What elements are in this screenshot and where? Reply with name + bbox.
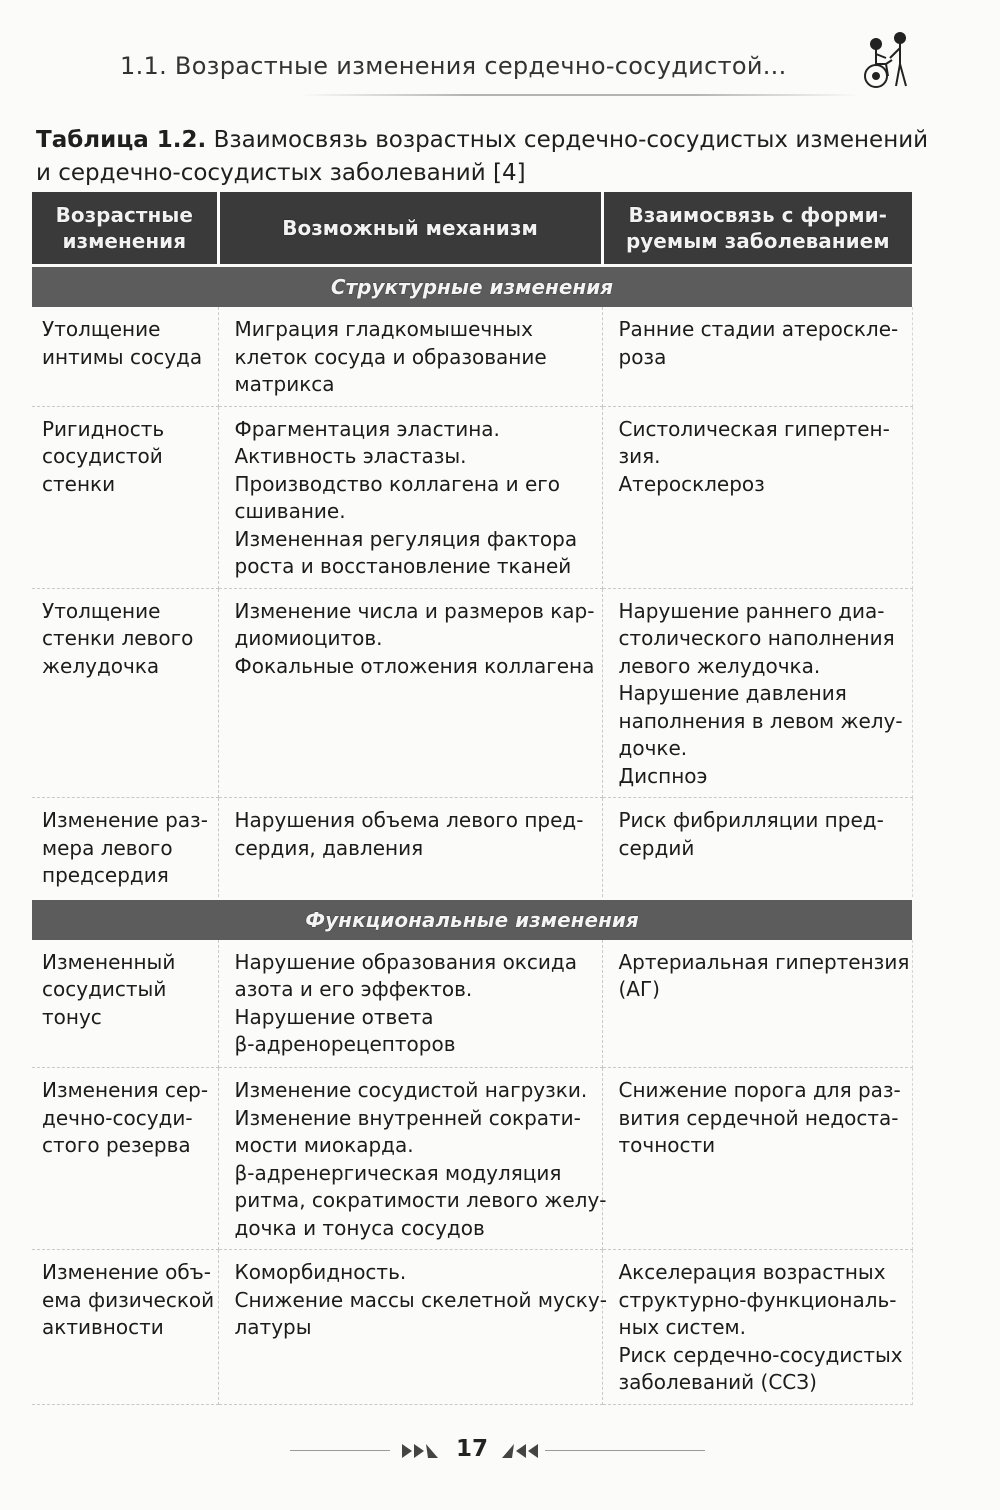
cell-line: интимы сосуда bbox=[42, 344, 203, 369]
header-age-changes bbox=[32, 192, 218, 266]
header-disease-link bbox=[602, 192, 912, 266]
caption-line-1: Взаимосвязь возрастных сердечно-сосудистых изменений bbox=[206, 127, 929, 153]
cell-line: сосудистой bbox=[42, 444, 163, 468]
cell-line: вития сердечной недоста- bbox=[618, 1105, 899, 1130]
cell-line: Акселерация возрастных bbox=[618, 1260, 886, 1284]
disease-link-cell bbox=[602, 307, 912, 406]
cell-line: Снижение массы скелетной муску- bbox=[234, 1287, 607, 1312]
page-number: 17 bbox=[455, 1436, 488, 1462]
header-rule bbox=[300, 94, 860, 96]
cell-line: Атеросклероз bbox=[618, 471, 765, 496]
cell-line: Ранние стадии атероскле- bbox=[618, 317, 899, 341]
cell-line: Риск фибрилляции пред- bbox=[618, 808, 884, 832]
cell-line: Измененная регуляция фактора bbox=[234, 526, 578, 551]
cell-line: Производство коллагена и его bbox=[234, 471, 561, 496]
cell-line: Риск сердечно-сосудистых bbox=[618, 1342, 903, 1367]
mechanism-cell bbox=[218, 798, 602, 899]
cell-line: Измененный bbox=[42, 949, 176, 974]
cell-line: ема физической bbox=[42, 1287, 215, 1312]
cell-line: заболеваний (ССЗ) bbox=[618, 1370, 817, 1394]
disease-link-cell bbox=[602, 406, 912, 588]
cell-line: сосудистый bbox=[42, 977, 167, 1001]
cell-line: Нарушение ответа bbox=[234, 1004, 434, 1029]
table-caption bbox=[36, 124, 936, 190]
cell-line: сердий bbox=[618, 835, 695, 860]
disease-link-cell bbox=[602, 588, 912, 798]
cell-line: Изменение числа и размеров кар- bbox=[234, 598, 595, 623]
cell-line: Изменения сер- bbox=[42, 1078, 209, 1102]
elderly-wheelchair-caregiver-icon bbox=[856, 30, 920, 92]
cell-line: Изменение внутренней сократи- bbox=[234, 1105, 581, 1130]
cell-line: роста и восстановление тканей bbox=[234, 554, 572, 578]
age-change-cell bbox=[32, 588, 218, 798]
header-line: руемым заболеванием bbox=[625, 229, 890, 253]
cell-line: диомиоцитов. bbox=[234, 626, 383, 650]
cell-line: столического наполнения bbox=[618, 626, 895, 650]
cell-line: Ригидность bbox=[42, 416, 165, 441]
cell-line: желудочка bbox=[42, 653, 160, 678]
correlation-table bbox=[32, 192, 913, 1405]
cell-line: (АГ) bbox=[618, 977, 660, 1001]
cell-line: клеток сосуда и образование bbox=[234, 344, 547, 369]
chevron-ornament-icon bbox=[400, 1442, 440, 1460]
cell-line: ритма, сократимости левого желу- bbox=[234, 1188, 607, 1212]
cell-line: предсердия bbox=[42, 863, 169, 887]
cell-line: матрикса bbox=[234, 372, 335, 396]
cell-line: Миграция гладкомышечных bbox=[234, 317, 533, 341]
table-row bbox=[32, 406, 912, 588]
cell-line: стого резерва bbox=[42, 1133, 191, 1157]
cell-line: Фрагментация эластина. bbox=[234, 416, 500, 441]
cell-line: мера левого bbox=[42, 835, 173, 860]
cell-line: Систолическая гипертен- bbox=[618, 416, 890, 441]
table-header-row bbox=[32, 192, 912, 266]
header-line: Возрастные bbox=[55, 203, 193, 227]
table-row bbox=[32, 1068, 912, 1250]
cell-line: левого желудочка. bbox=[618, 653, 821, 678]
cell-line: наполнения в левом желу- bbox=[618, 708, 903, 733]
cell-line: ных систем. bbox=[618, 1315, 746, 1339]
header-mechanism bbox=[218, 192, 602, 266]
cell-line: сшивание. bbox=[234, 499, 346, 523]
cell-line: Активность эластазы. bbox=[234, 444, 467, 468]
cell-line: стенки bbox=[42, 471, 116, 496]
mechanism-cell bbox=[218, 588, 602, 798]
cell-line: роза bbox=[618, 344, 667, 369]
footer-rule-left bbox=[290, 1450, 390, 1451]
table-row bbox=[32, 307, 912, 406]
age-change-cell bbox=[32, 1068, 218, 1250]
cell-line: β-адренергическая модуляция bbox=[234, 1160, 562, 1185]
cell-line: тонус bbox=[42, 1004, 102, 1029]
cell-line: β-адренорецепторов bbox=[234, 1032, 456, 1056]
section-header-row bbox=[32, 266, 912, 308]
disease-link-cell bbox=[602, 1250, 912, 1405]
caption-line-2: и сердечно-сосудистых заболеваний [4] bbox=[36, 160, 526, 186]
cell-line: Изменение раз- bbox=[42, 808, 208, 832]
cell-line: латуры bbox=[234, 1315, 312, 1339]
cell-line: Нарушения объема левого пред- bbox=[234, 808, 584, 832]
section-title: Структурные изменения bbox=[32, 266, 912, 308]
cell-line: Нарушение давления bbox=[618, 681, 847, 705]
mechanism-cell bbox=[218, 940, 602, 1068]
cell-line: точности bbox=[618, 1133, 716, 1157]
age-change-cell bbox=[32, 406, 218, 588]
cell-line: Коморбидность. bbox=[234, 1260, 407, 1284]
cell-line: дечно-сосуди- bbox=[42, 1105, 193, 1130]
cell-line: Изменение объ- bbox=[42, 1260, 212, 1284]
cell-line: сердия, давления bbox=[234, 835, 424, 860]
mechanism-cell bbox=[218, 406, 602, 588]
footer-rule-right bbox=[545, 1450, 705, 1451]
cell-line: Нарушение образования оксида bbox=[234, 949, 577, 974]
mechanism-cell bbox=[218, 1068, 607, 1250]
cell-line: Артериальная гипертензия bbox=[618, 949, 910, 974]
cell-line: Диспноэ bbox=[618, 763, 708, 788]
chevron-ornament-icon bbox=[500, 1442, 540, 1460]
cell-line: Утолщение bbox=[42, 598, 161, 623]
table-row bbox=[32, 798, 912, 899]
header-line: Возможный механизм bbox=[282, 216, 538, 240]
cell-line: азота и его эффектов. bbox=[234, 977, 473, 1001]
cell-line: Изменение сосудистой нагрузки. bbox=[234, 1078, 588, 1102]
age-change-cell bbox=[32, 307, 218, 406]
running-header: 1.1. Возрастные изменения сердечно-сосудистой... bbox=[120, 52, 787, 80]
mechanism-cell bbox=[218, 307, 602, 406]
cell-line: дочке. bbox=[618, 736, 688, 760]
header-line: Взаимосвязь с форми- bbox=[628, 203, 887, 227]
cell-line: Утолщение bbox=[42, 317, 161, 341]
page-footer bbox=[0, 1436, 1000, 1466]
table-row bbox=[32, 588, 912, 798]
age-change-cell bbox=[32, 1250, 218, 1405]
disease-link-cell bbox=[602, 798, 912, 899]
cell-line: Фокальные отложения коллагена bbox=[234, 653, 595, 678]
cell-line: мости миокарда. bbox=[234, 1133, 414, 1157]
cell-line: Снижение порога для раз- bbox=[618, 1078, 901, 1102]
header-line: изменения bbox=[62, 229, 187, 253]
disease-link-cell bbox=[602, 940, 912, 1068]
cell-line: структурно-функциональ- bbox=[618, 1287, 897, 1312]
disease-link-cell bbox=[602, 1068, 912, 1250]
section-header-row bbox=[32, 898, 912, 940]
caption-label: Таблица 1.2. bbox=[36, 127, 207, 153]
table-body bbox=[32, 266, 912, 1405]
table-row bbox=[32, 940, 912, 1068]
cell-line: активности bbox=[42, 1315, 164, 1339]
age-change-cell bbox=[32, 940, 218, 1068]
table-row bbox=[32, 1250, 912, 1405]
cell-line: стенки левого bbox=[42, 626, 194, 650]
mechanism-cell bbox=[218, 1250, 607, 1405]
cell-line: Нарушение раннего диа- bbox=[618, 598, 885, 623]
section-title: Функциональные изменения bbox=[32, 898, 912, 940]
cell-line: дочка и тонуса сосудов bbox=[234, 1215, 485, 1240]
cell-line: зия. bbox=[618, 444, 661, 468]
age-change-cell bbox=[32, 798, 218, 899]
